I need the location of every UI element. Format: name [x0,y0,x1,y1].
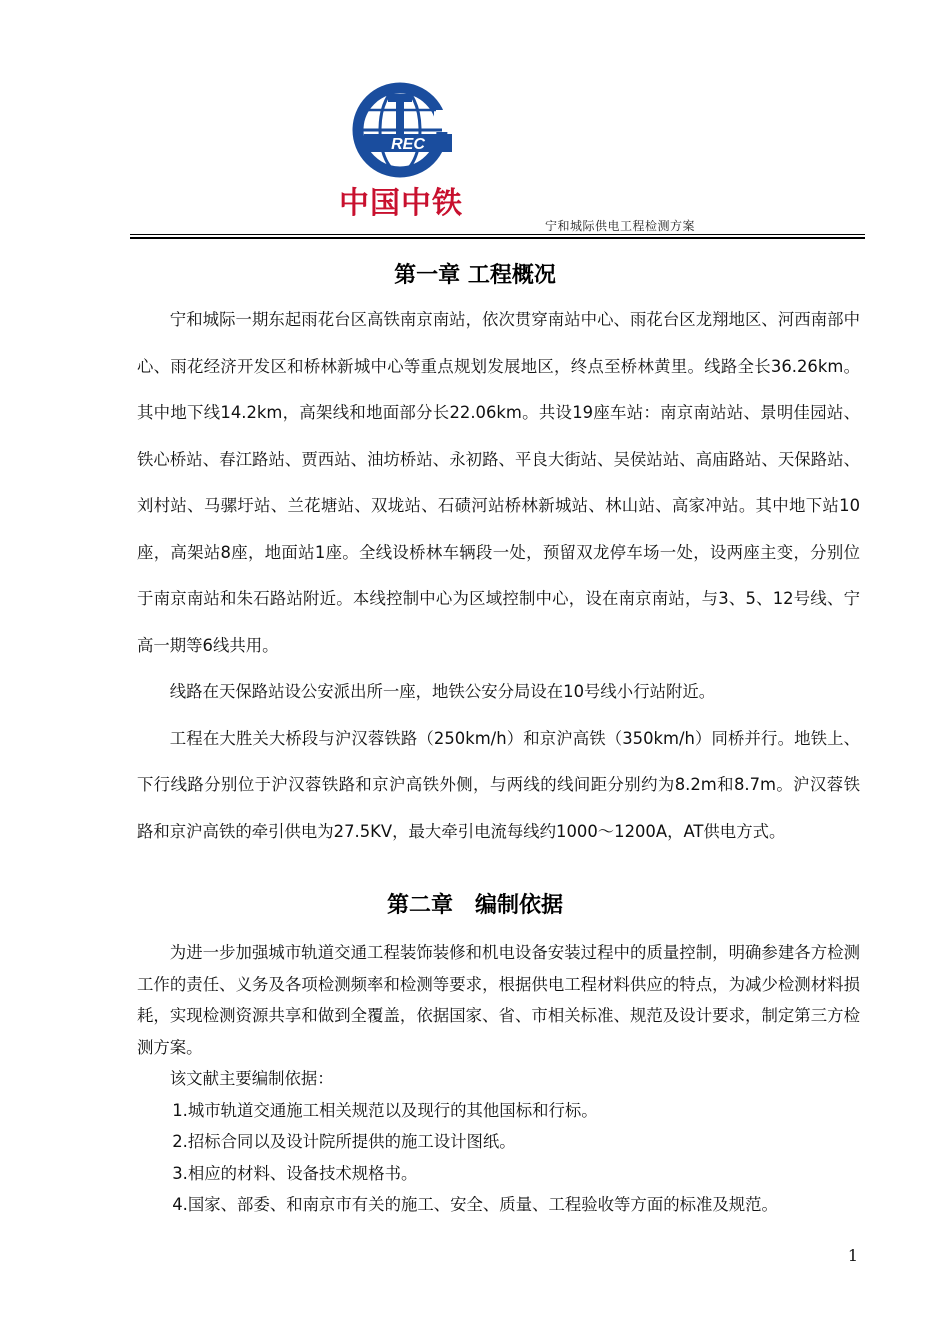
chapter-1-title: 第一章 工程概况 [394,263,556,288]
basis-list-item: 4.国家、部委、和南京市有关的施工、安全、质量、工程验收等方面的标准及规范。 [172,1195,778,1214]
chapter-2-paragraph: 该文献主要编制依据： [169,1069,334,1088]
chapter-2-title: 第二章 编制依据 [386,893,563,918]
svg-text:中国中铁: 中国中铁 [339,186,463,221]
company-logo [318,72,514,230]
basis-list-item: 3.相应的材料、设备技术规格书。 [172,1163,418,1183]
chapter-1-paragraph: 线路在天保路站设公安派出所一座，地铁公安分局设在10号线小行站附近。 [169,682,716,701]
chapter-1-body [137,297,860,855]
header-rule-thick [130,237,865,239]
document-header-title: 宁和城际供电工程检测方案 [544,219,695,233]
page-number: 1 [847,1246,858,1265]
svg-text:REC: REC [391,136,425,153]
basis-list-item: 1.城市轨道交通施工相关规范以及现行的其他国标和行标。 [172,1100,598,1120]
chapter-2-paragraph: 为进一步加强城市轨道交通工程装饰装修和机电设备安装过程中的质量控制，明确参建各方检测工作的责任、义务及各项检测频率和检测等要求，根据供电工程材料供应的特点，为减少检测材料损耗，实现检测资源共享和做到全覆盖，依据国家、省、市相关标准、规范及设计要求，制定第三方检测方案。 [137,943,860,1057]
chapter-1-paragraph: 宁和城际一期东起雨花台区高铁南京南站，依次贯穿南站中心、雨花台区龙翔地区、河西南部中心、雨花经济开发区和桥林新城中心等重点规划发展地区，终点至桥林黄里。线路全长36.26km。其中地下线14.2km，高架线和地面部分长22.06km。共设19座车站：南京南站站、景明佳园站、铁心桥站、春江路站、贾西站、油坊桥站、永初路、平良大街站、吴侯站站、高庙路站、天保路站、刘村站、马骡圩站、兰花塘站、双垅站、石碛河站桥林新城站、林山站、高家冲站。其中地下站10座，高架站8座，地面站1座。全线设桥林车辆段一处，预留双龙停车场一处，设两座主变，分别位于南京南站和朱石路站附近。本线控制中心为区域控制中心，设在南京南站，与3、5、12号线、宁高一期等6线共用。 [137,310,860,655]
crec-logo-graphic [318,72,514,230]
header-rule-thin [130,234,865,235]
basis-list-item: 2.招标合同以及设计院所提供的施工设计图纸。 [172,1132,516,1151]
chapter-1-paragraph: 工程在大胜关大桥段与沪汉蓉铁路（250km/h）和京沪高铁（350km/h）同桥并行。地铁上、下行线路分别位于沪汉蓉铁路和京沪高铁外侧，与两线的线间距分别约为8.2m和8.7m。沪汉蓉铁路和京沪高铁的牵引供电为27.5KV，最大牵引电流每线约1000～1200A，AT供电方式。 [137,728,860,841]
chapter-2-body [137,937,860,1221]
